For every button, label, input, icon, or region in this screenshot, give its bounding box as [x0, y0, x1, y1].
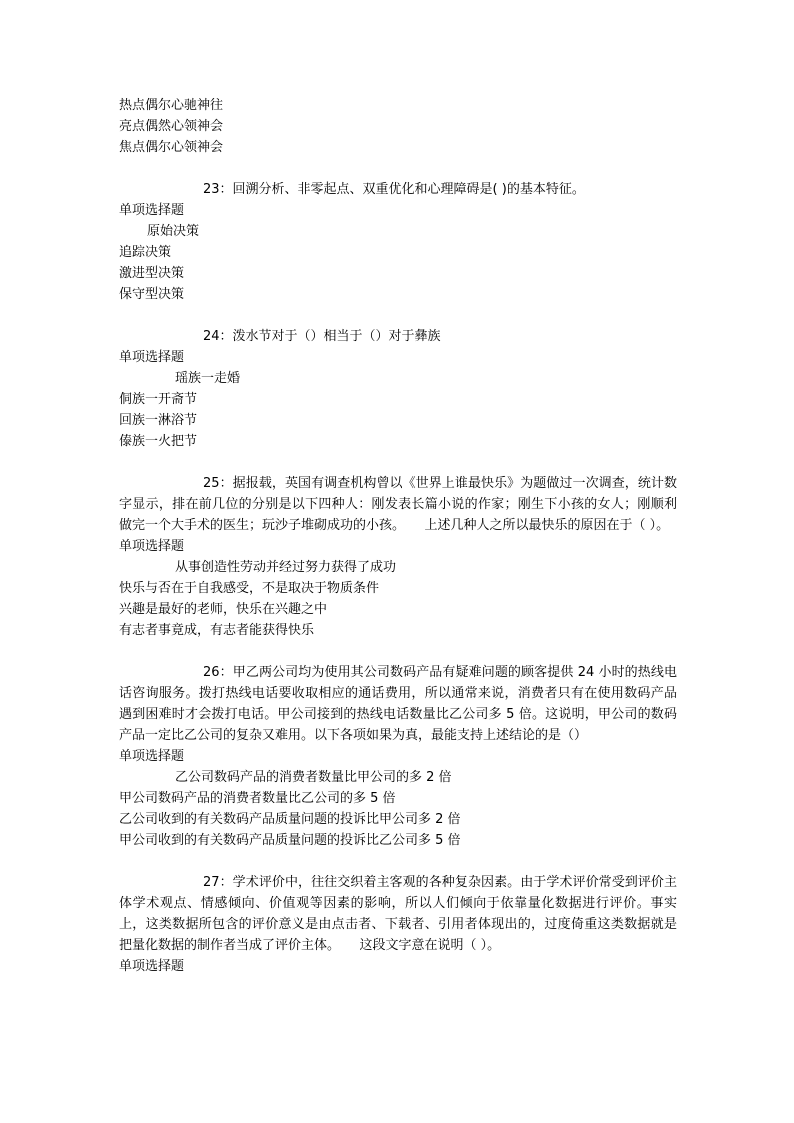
question-25 [119, 473, 677, 641]
document-body [119, 95, 677, 977]
question-text: 26：甲乙两公司均为使用其公司数码产品有疑难问题的顾客提供 24 小时的热线电话咨询服务。拨打热线电话要收取相应的通话费用，所以通常来说，消费者只有在使用数码产品遇到困难时才会拨打电话。甲公司接到的热线电话数量比乙公司多 5 倍。这说明，甲公司的数码产品一定比乙公司的复杂又难用。以下各项如果为真，最能支持上述结论的是（） [119, 665, 677, 743]
previous-question-options [119, 95, 677, 158]
option: 亮点偶然心领神会 [119, 119, 224, 134]
question-text: 27：学术评价中，往往交织着主客观的各种复杂因素。由于学术评价常受到评价主体学术观点、情感倾向、价值观等因素的影响，所以人们倾向于依靠量化数据进行评价。事实上，这类数据所包含的评价意义是由点击者、下载者、引用者体现出的，过度倚重这类数据就是把量化数据的制作者当成了评价主体。 这段文字意在说明（ ）。 [119, 875, 677, 953]
option: 回族一淋浴节 [119, 413, 198, 428]
question-type: 单项选择题 [119, 350, 185, 365]
question-24 [119, 326, 677, 452]
option: 热点偶尔心驰神往 [119, 98, 224, 113]
option: 瑶族一走婚 [175, 371, 241, 386]
question-text: 23：回溯分析、非零起点、双重优化和心理障碍是( )的基本特征。 [203, 182, 585, 197]
option: 甲公司收到的有关数码产品质量问题的投诉比乙公司多 5 倍 [119, 833, 461, 848]
question-type: 单项选择题 [119, 959, 185, 974]
option: 侗族一开斋节 [119, 392, 198, 407]
option: 乙公司收到的有关数码产品质量问题的投诉比甲公司多 2 倍 [119, 812, 461, 827]
option: 快乐与否在于自我感受，不是取决于物质条件 [119, 581, 380, 596]
question-27 [119, 872, 677, 977]
question-text: 24：泼水节对于（）相当于（）对于彝族 [203, 329, 441, 344]
question-26 [119, 662, 677, 851]
option: 激进型决策 [119, 266, 185, 281]
option: 兴趣是最好的老师，快乐在兴趣之中 [119, 602, 328, 617]
option: 追踪决策 [119, 245, 172, 260]
option: 有志者事竟成，有志者能获得快乐 [119, 623, 315, 638]
option: 乙公司数码产品的消费者数量比甲公司的多 2 倍 [175, 770, 452, 785]
option: 甲公司数码产品的消费者数量比乙公司的多 5 倍 [119, 791, 396, 806]
question-type: 单项选择题 [119, 539, 185, 554]
option: 从事创造性劳动并经过努力获得了成功 [175, 560, 397, 575]
option: 原始决策 [147, 224, 200, 239]
option: 保守型决策 [119, 287, 185, 302]
question-type: 单项选择题 [119, 749, 185, 764]
question-type: 单项选择题 [119, 203, 185, 218]
option: 焦点偶尔心领神会 [119, 140, 224, 155]
option: 傣族一火把节 [119, 434, 198, 449]
question-text: 25：据报载，英国有调查机构曾以《世界上谁最快乐》为题做过一次调查，统计数字显示，排在前几位的分别是以下四种人：刚发表长篇小说的作家；刚生下小孩的女人；刚顺利做完一个大手术的医生；玩沙子堆砌成功的小孩。 上述几种人之所以最快乐的原因在于（ ）。 [119, 476, 677, 533]
question-23 [119, 179, 677, 305]
